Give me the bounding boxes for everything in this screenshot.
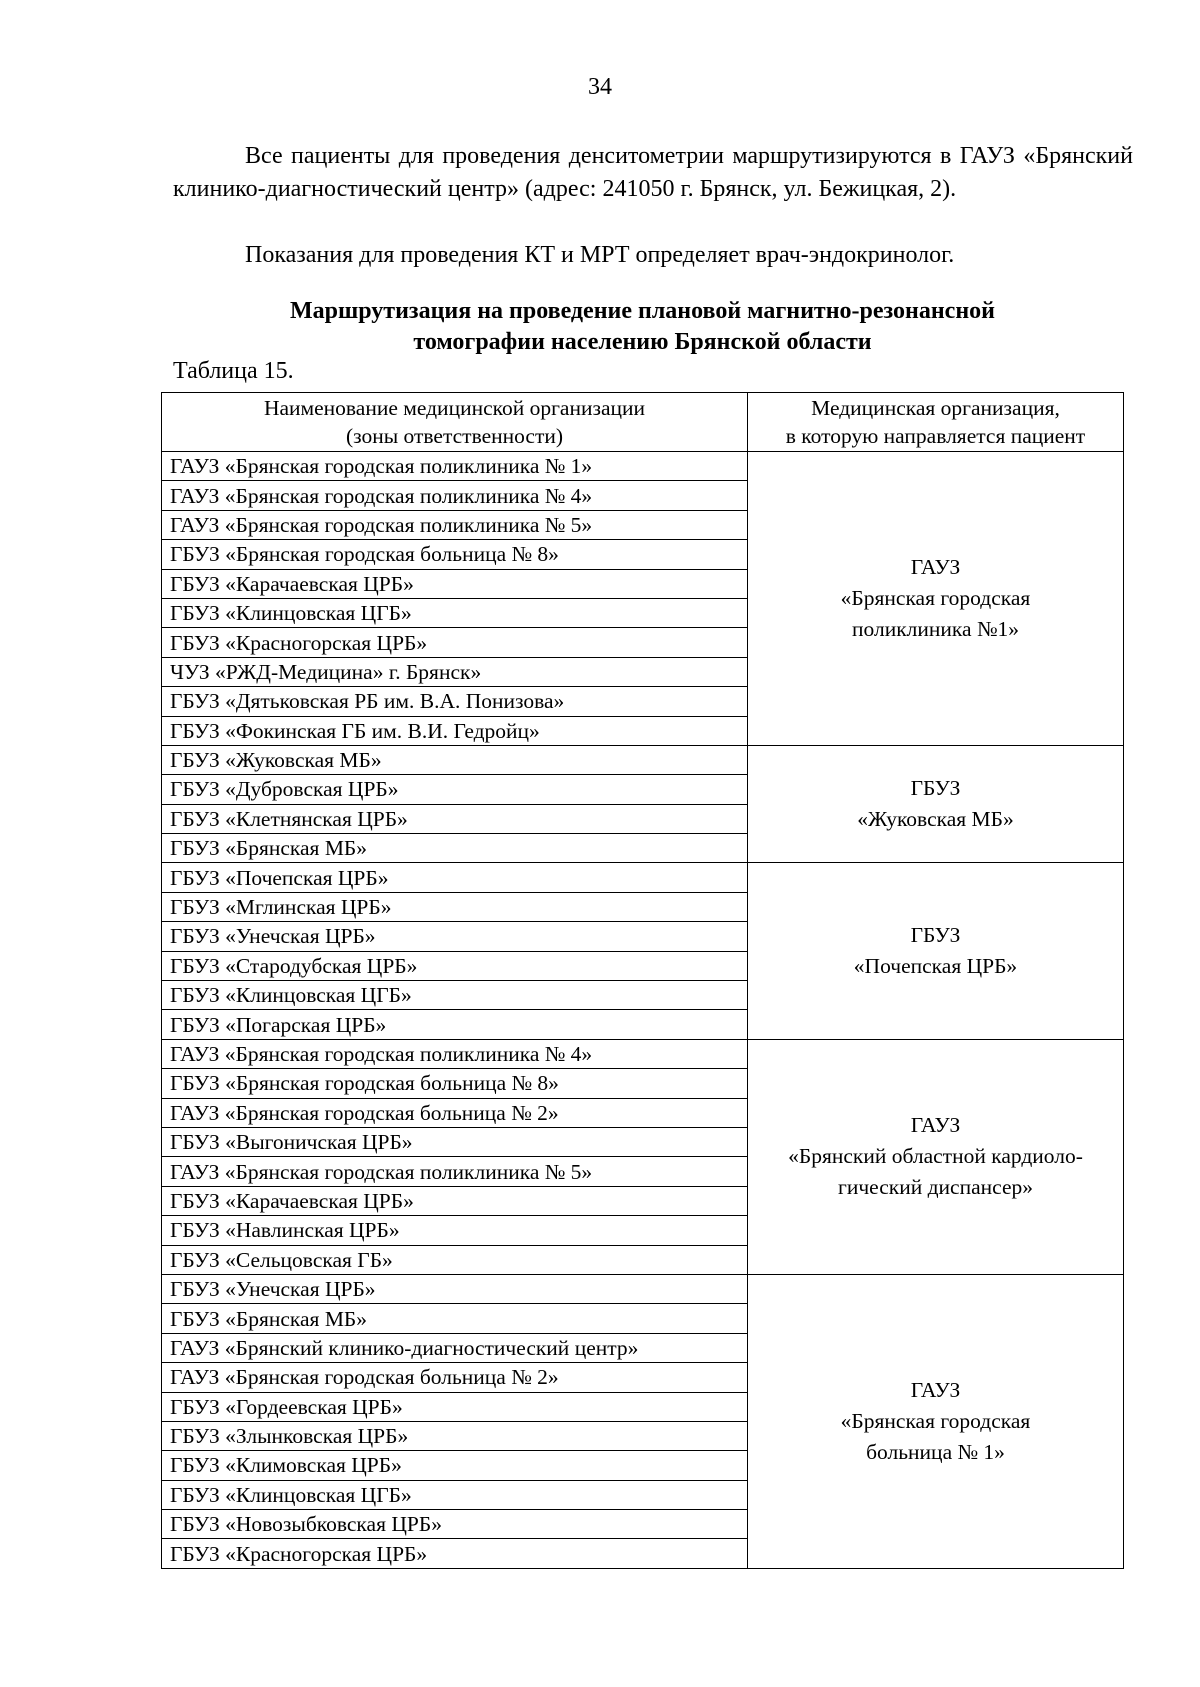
destination-org-cell bbox=[748, 452, 1124, 746]
destination-line: «Брянская городская bbox=[840, 1408, 1031, 1433]
source-org-cell: ГАУЗ «Брянская городская поликлиника № 4» bbox=[162, 481, 748, 510]
header-destination-org bbox=[748, 393, 1124, 452]
table-row bbox=[162, 1274, 1124, 1303]
destination-org-cell bbox=[748, 863, 1124, 1039]
source-org-cell: ГАУЗ «Брянская городская поликлиника № 1» bbox=[162, 452, 748, 481]
source-org-cell: ГБУЗ «Сельцовская ГБ» bbox=[162, 1245, 748, 1274]
source-org-cell: ГБУЗ «Дубровская ЦРБ» bbox=[162, 775, 748, 804]
routing-table bbox=[161, 392, 1124, 1569]
destination-org-cell bbox=[748, 745, 1124, 863]
destination-line: «Брянский областной кардиоло- bbox=[788, 1144, 1083, 1169]
destination-org-cell bbox=[748, 1274, 1124, 1568]
source-org-cell: ГБУЗ «Мглинская ЦРБ» bbox=[162, 892, 748, 921]
source-org-cell: ГАУЗ «Брянская городская поликлиника № 5» bbox=[162, 510, 748, 539]
source-org-cell: ГБУЗ «Гордеевская ЦРБ» bbox=[162, 1392, 748, 1421]
header-line: (зоны ответственности) bbox=[345, 424, 564, 448]
source-org-cell: ГБУЗ «Дятьковская РБ им. В.А. Понизова» bbox=[162, 687, 748, 716]
header-line: Медицинская организация, bbox=[811, 396, 1060, 420]
destination-org-cell bbox=[748, 1039, 1124, 1274]
source-org-cell: ГБУЗ «Брянская городская больница № 8» bbox=[162, 1069, 748, 1098]
heading-line: томографии населению Брянской области bbox=[413, 329, 872, 355]
source-org-cell: ГБУЗ «Новозыбковская ЦРБ» bbox=[162, 1510, 748, 1539]
source-org-cell: ГБУЗ «Фокинская ГБ им. В.И. Гедройц» bbox=[162, 716, 748, 745]
table-caption: Таблица 15. bbox=[173, 358, 294, 384]
heading-line: Маршрутизация на проведение плановой магнитно-резонансной bbox=[290, 298, 995, 324]
source-org-cell: ГБУЗ «Унечская ЦРБ» bbox=[162, 1274, 748, 1303]
table-row bbox=[162, 1039, 1124, 1068]
source-org-cell: ЧУЗ «РЖД-Медицина» г. Брянск» bbox=[162, 657, 748, 686]
source-org-cell: ГБУЗ «Карачаевская ЦРБ» bbox=[162, 1186, 748, 1215]
source-org-cell: ГАУЗ «Брянская городская поликлиника № 4» bbox=[162, 1039, 748, 1068]
destination-line: ГАУЗ bbox=[910, 554, 961, 579]
source-org-cell: ГБУЗ «Брянская МБ» bbox=[162, 834, 748, 863]
table-row bbox=[162, 452, 1124, 481]
paragraph-densitometry: Все пациенты для проведения денситометрии маршрутизируются в ГАУЗ «Брянский клинико-диагностический центр» (адрес: 241050 г. Брянск, ул. Бежицкая, 2). bbox=[173, 143, 1133, 202]
source-org-cell: ГБУЗ «Красногорская ЦРБ» bbox=[162, 1539, 748, 1568]
source-org-cell: ГАУЗ «Брянская городская поликлиника № 5» bbox=[162, 1157, 748, 1186]
source-org-cell: ГБУЗ «Унечская ЦРБ» bbox=[162, 922, 748, 951]
source-org-cell: ГБУЗ «Клинцовская ЦГБ» bbox=[162, 1480, 748, 1509]
source-org-cell: ГБУЗ «Погарская ЦРБ» bbox=[162, 1010, 748, 1039]
source-org-cell: ГБУЗ «Выгоничская ЦРБ» bbox=[162, 1127, 748, 1156]
source-org-cell: ГБУЗ «Климовская ЦРБ» bbox=[162, 1451, 748, 1480]
destination-line: ГАУЗ bbox=[910, 1377, 961, 1402]
source-org-cell: ГБУЗ «Жуковская МБ» bbox=[162, 745, 748, 774]
source-org-cell: ГАУЗ «Брянская городская больница № 2» bbox=[162, 1363, 748, 1392]
destination-line: гический диспансер» bbox=[838, 1175, 1033, 1200]
table-row bbox=[162, 745, 1124, 774]
destination-line: ГБУЗ bbox=[910, 923, 961, 948]
destination-line: «Брянская городская bbox=[840, 585, 1031, 610]
source-org-cell: ГАУЗ «Брянский клинико-диагностический центр» bbox=[162, 1333, 748, 1362]
source-org-cell: ГБУЗ «Карачаевская ЦРБ» bbox=[162, 569, 748, 598]
page-number: 34 bbox=[588, 74, 612, 100]
source-org-cell: ГБУЗ «Клинцовская ЦГБ» bbox=[162, 981, 748, 1010]
source-org-cell: ГБУЗ «Навлинская ЦРБ» bbox=[162, 1216, 748, 1245]
source-org-cell: ГБУЗ «Клинцовская ЦГБ» bbox=[162, 598, 748, 627]
destination-line: больница № 1» bbox=[866, 1439, 1005, 1464]
source-org-cell: ГБУЗ «Брянская городская больница № 8» bbox=[162, 540, 748, 569]
destination-line: ГБУЗ bbox=[910, 776, 961, 801]
source-org-cell: ГБУЗ «Брянская МБ» bbox=[162, 1304, 748, 1333]
paragraph-indications: Показания для проведения КТ и МРТ определяет врач-эндокринолог. bbox=[245, 242, 955, 268]
source-org-cell: ГБУЗ «Стародубская ЦРБ» bbox=[162, 951, 748, 980]
destination-line: «Жуковская МБ» bbox=[857, 807, 1014, 832]
table-row bbox=[162, 863, 1124, 892]
source-org-cell: ГБУЗ «Злынковская ЦРБ» bbox=[162, 1421, 748, 1450]
source-org-cell: ГБУЗ «Клетнянская ЦРБ» bbox=[162, 804, 748, 833]
header-line: в которую направляется пациент bbox=[785, 424, 1086, 448]
source-org-cell: ГБУЗ «Красногорская ЦРБ» bbox=[162, 628, 748, 657]
header-source-org bbox=[162, 393, 748, 452]
destination-line: ГАУЗ bbox=[910, 1113, 961, 1138]
table-header-row bbox=[162, 393, 1124, 452]
destination-line: поликлиника №1» bbox=[852, 616, 1019, 641]
source-org-cell: ГАУЗ «Брянская городская больница № 2» bbox=[162, 1098, 748, 1127]
source-org-cell: ГБУЗ «Почепская ЦРБ» bbox=[162, 863, 748, 892]
header-line: Наименование медицинской организации bbox=[263, 396, 646, 420]
section-heading bbox=[150, 296, 1135, 358]
destination-line: «Почепская ЦРБ» bbox=[853, 954, 1018, 979]
